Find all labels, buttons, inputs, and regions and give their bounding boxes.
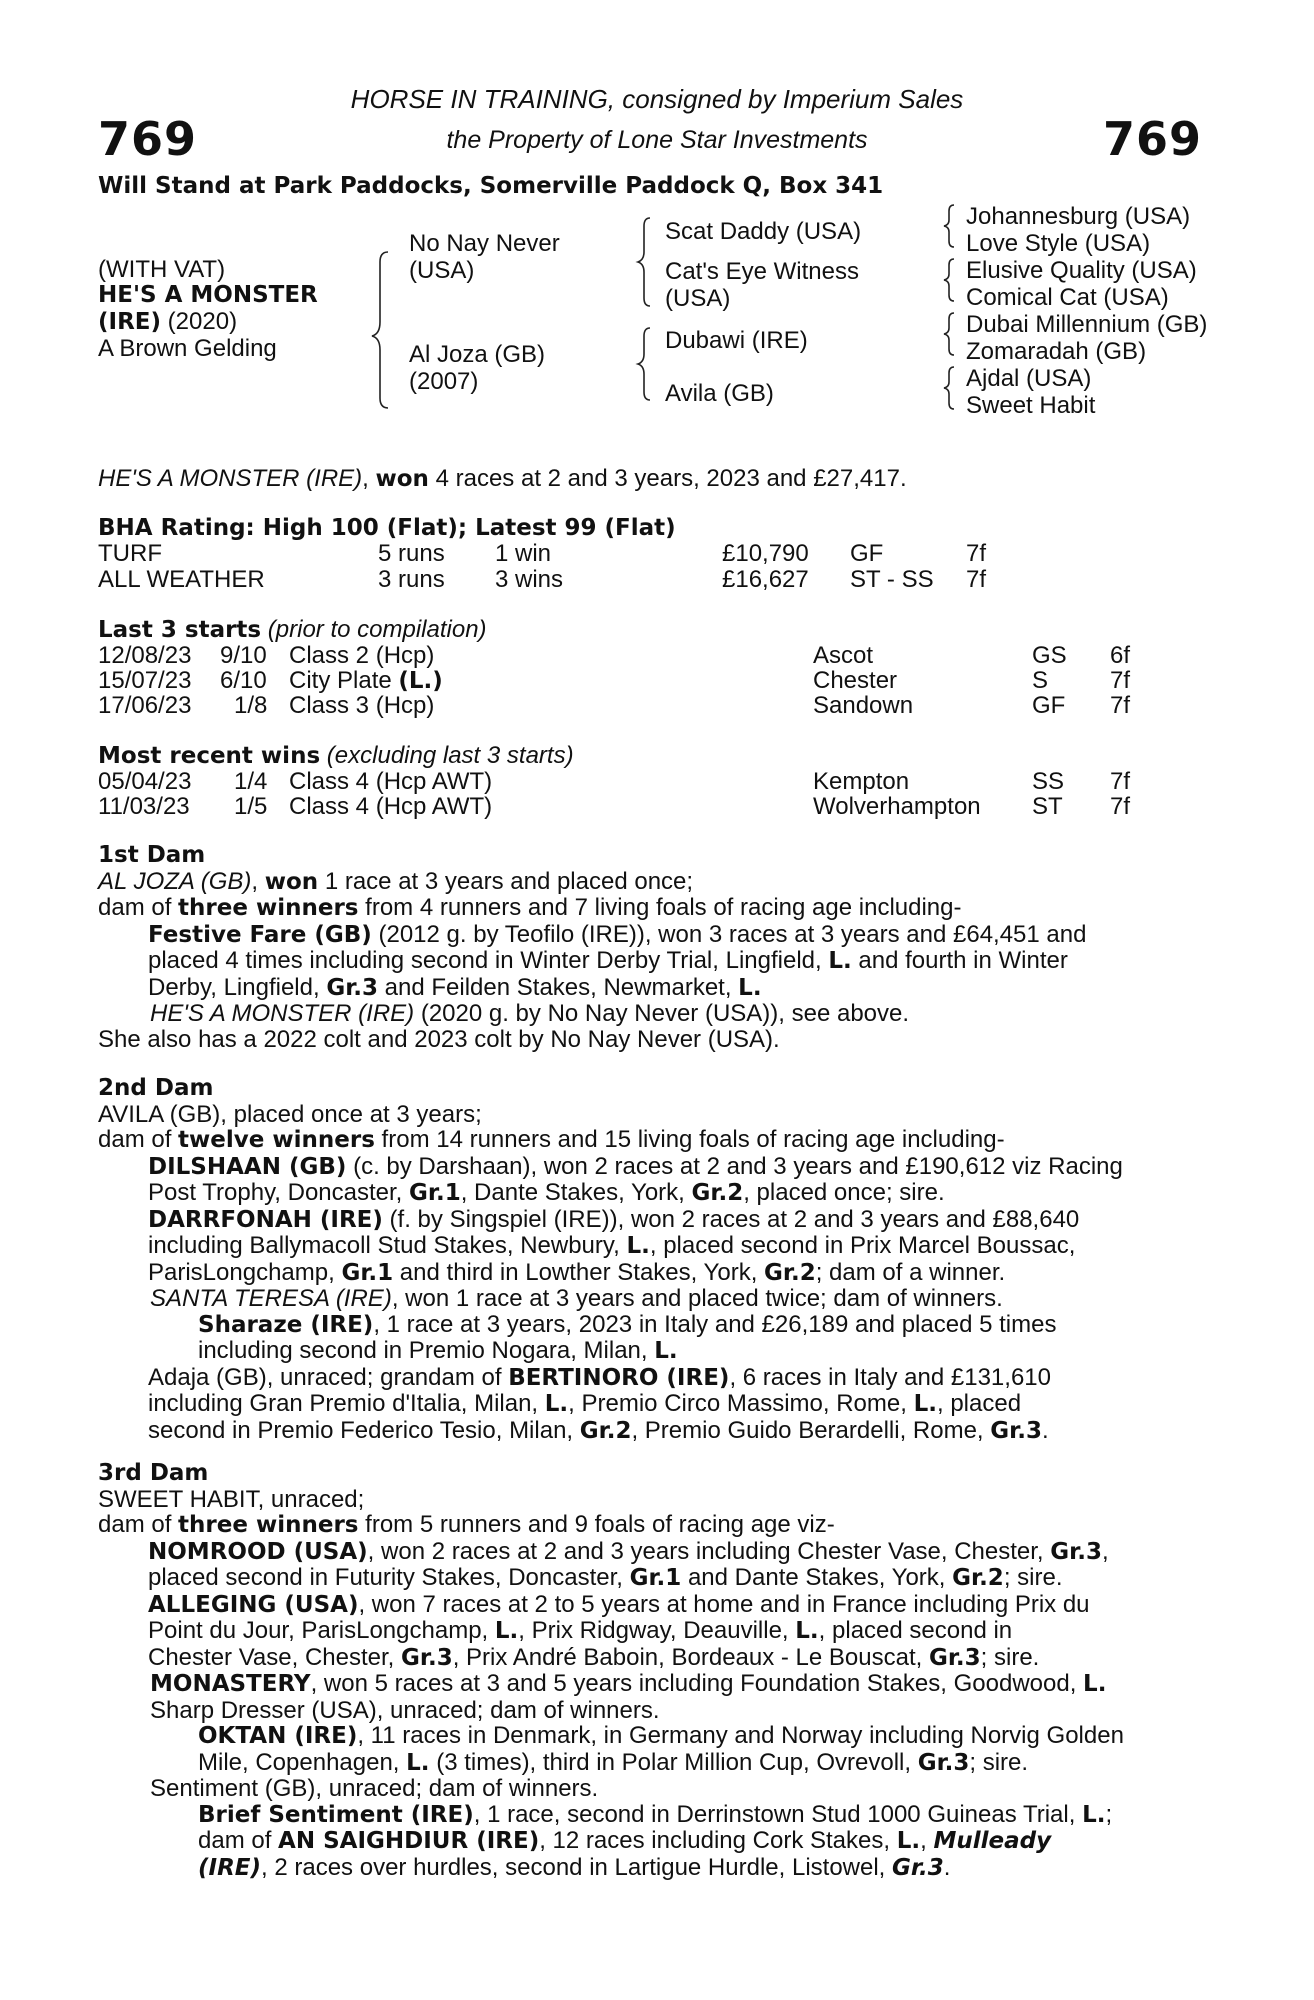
dam-sire-sire: Dubai Millennium (GB) bbox=[966, 311, 1208, 338]
t: from 14 runners and 15 living foals of racing age including- bbox=[374, 1126, 1005, 1153]
t: , bbox=[1101, 1537, 1109, 1565]
last3-heading-bold: Last 3 starts bbox=[98, 617, 262, 643]
t: dam of bbox=[98, 894, 179, 921]
t: , bbox=[920, 1827, 934, 1854]
t: (2012 g. by Teofilo (IRE)), won 3 races at 3 years and £64,451 and bbox=[371, 920, 1087, 948]
t: , 1 race at 3 years, 2023 in Italy and £26,189 and placed 5 times bbox=[373, 1310, 1057, 1338]
vat-note: (WITH VAT) bbox=[98, 256, 226, 283]
last3-heading-italic: (prior to compilation) bbox=[261, 616, 487, 643]
t: . bbox=[1041, 1416, 1049, 1444]
grade: L. bbox=[896, 1828, 921, 1854]
t: , Dante Stakes, York, bbox=[460, 1179, 692, 1206]
t: , placed once; sire. bbox=[743, 1179, 945, 1206]
grade: L. bbox=[738, 974, 762, 1001]
grade: Gr.3 bbox=[928, 1644, 981, 1671]
t: , placed second in Prix Marcel Boussac, bbox=[649, 1232, 1076, 1259]
produce-hes-a-monster bbox=[98, 1001, 1202, 1027]
second-dam-section bbox=[98, 1076, 1202, 1444]
bha-distance: 7f bbox=[966, 540, 987, 567]
recent-heading-italic: (excluding last 3 starts) bbox=[320, 742, 574, 769]
t: and Feilden Stakes, Newmarket, bbox=[378, 973, 739, 1001]
summary-sep: , bbox=[362, 465, 376, 492]
bha-going: ST - SS bbox=[850, 566, 934, 593]
produce-alleging bbox=[98, 1592, 1202, 1672]
start-distance: 6f bbox=[1110, 642, 1131, 669]
produce-dilshaan bbox=[98, 1154, 1202, 1207]
bha-runs: 3 runs bbox=[378, 566, 445, 593]
t: , placed bbox=[936, 1390, 1022, 1417]
produce-name: NOMROOD (USA) bbox=[148, 1538, 368, 1565]
listed-marker: (L.) bbox=[398, 668, 443, 694]
grade: Gr.3 bbox=[917, 1749, 970, 1776]
bha-rating-heading: BHA Rating: High 100 (Flat); Latest 99 (Flat) bbox=[98, 515, 676, 541]
t: placed second in Futurity Stakes, Doncaster, bbox=[148, 1564, 630, 1591]
grade: L. bbox=[544, 1391, 569, 1417]
grade: L. bbox=[654, 1338, 678, 1364]
start-distance: 7f bbox=[1110, 667, 1131, 694]
bha-prize: £16,627 bbox=[722, 566, 809, 593]
t: ParisLongchamp, bbox=[148, 1258, 342, 1286]
dam-record: 1 race at 3 years and placed once; bbox=[318, 867, 694, 895]
also-has: She also has a 2022 colt and 2023 colt by No Nay Never (USA). bbox=[98, 1025, 780, 1053]
recent-heading-bold: Most recent wins bbox=[98, 743, 321, 769]
start-position: 9/10 bbox=[220, 642, 267, 669]
winners-count: three winners bbox=[178, 1512, 359, 1538]
t: Mile, Copenhagen, bbox=[198, 1748, 407, 1776]
grade: Gr.2 bbox=[579, 1417, 632, 1444]
start-distance: 7f bbox=[1110, 692, 1131, 719]
t: including second in Premio Nogara, Milan, bbox=[198, 1337, 655, 1364]
dam-dam: Avila (GB) bbox=[665, 380, 774, 407]
dam-dam-sire: Ajdal (USA) bbox=[966, 365, 1092, 392]
t: . bbox=[943, 1853, 951, 1881]
t: , Prix André Baboin, Bordeaux - Le Bouscat, bbox=[452, 1643, 929, 1671]
bha-going: GF bbox=[850, 540, 884, 567]
first-dam-section bbox=[98, 843, 1202, 1052]
grade: Gr.1 bbox=[409, 1180, 461, 1206]
third-dam-produce bbox=[98, 1512, 1202, 1539]
produce-brief-sentiment bbox=[98, 1802, 1202, 1882]
produce-name: (IRE) bbox=[198, 1854, 262, 1881]
lot-number-right: 769 bbox=[1102, 112, 1202, 166]
third-dam-section bbox=[98, 1461, 1202, 1881]
produce-name: SANTA TERESA (IRE) bbox=[150, 1285, 392, 1312]
grade: L. bbox=[1083, 1671, 1107, 1697]
produce-sharaze bbox=[98, 1312, 1202, 1365]
dam-name: AL JOZA (GB) bbox=[98, 867, 252, 895]
first-dam-heading: 1st Dam bbox=[98, 842, 206, 868]
dam-sire: Dubawi (IRE) bbox=[665, 327, 808, 354]
grade: Gr.2 bbox=[764, 1259, 816, 1286]
t: ; sire. bbox=[969, 1748, 1029, 1776]
last3-heading bbox=[98, 616, 487, 644]
sire-dam-origin: (USA) bbox=[665, 285, 731, 312]
grade: Gr.1 bbox=[629, 1565, 682, 1591]
summary-rest: 4 races at 2 and 3 years, 2023 and £27,417. bbox=[428, 465, 907, 492]
t: including Gran Premio d'Italia, Milan, bbox=[148, 1390, 545, 1417]
bha-runs: 5 runs bbox=[378, 540, 445, 567]
dam-year: (2007) bbox=[409, 368, 479, 395]
recent-wins-heading bbox=[98, 742, 574, 770]
start-date: 15/07/23 bbox=[98, 667, 192, 694]
grade: L. bbox=[406, 1749, 430, 1776]
t: including Ballymacoll Stud Stakes, Newbury, bbox=[148, 1232, 627, 1259]
horse-year: (2020) bbox=[161, 308, 238, 335]
grade: L. bbox=[1082, 1801, 1106, 1828]
produce-name: MONASTERY bbox=[150, 1671, 311, 1697]
start-race bbox=[289, 667, 443, 695]
produce-festive-fare bbox=[98, 922, 1202, 1002]
produce-monastery bbox=[98, 1671, 1202, 1698]
property-line: the Property of Lone Star Investments bbox=[446, 126, 868, 154]
dam-dam-dam: Sweet Habit bbox=[966, 392, 1096, 419]
t: , won 7 races at 2 to 5 years at home and in France including Prix du bbox=[358, 1590, 1090, 1618]
produce-name: Mulleady bbox=[933, 1828, 1052, 1854]
second-dam-heading: 2nd Dam bbox=[98, 1075, 214, 1101]
t: dam of bbox=[98, 1126, 179, 1153]
produce-name: Sharaze (IRE) bbox=[198, 1311, 374, 1338]
produce-name: HE'S A MONSTER (IRE) bbox=[150, 1000, 415, 1027]
first-dam-line bbox=[98, 869, 1202, 896]
bha-surface: TURF bbox=[98, 540, 162, 567]
grade: Gr.3 bbox=[990, 1417, 1042, 1444]
t: ; dam of a winner. bbox=[815, 1258, 1006, 1286]
grade: L. bbox=[913, 1391, 937, 1417]
start-course: Ascot bbox=[813, 642, 874, 669]
win-position: 1/5 bbox=[234, 793, 268, 820]
t: , won 1 race at 3 years and placed twice; dam of winners. bbox=[391, 1285, 1003, 1312]
t: ; sire. bbox=[980, 1643, 1040, 1671]
grade: Gr.3 bbox=[1050, 1538, 1102, 1565]
t: and third in Lowther Stakes, York, bbox=[393, 1258, 765, 1286]
t: and fourth in Winter bbox=[851, 947, 1068, 974]
win-course: Wolverhampton bbox=[813, 793, 981, 820]
t: (3 times), third in Polar Million Cup, Ovrevoll, bbox=[429, 1748, 918, 1776]
t: , 11 races in Denmark, in Germany and Norway including Norvig Golden bbox=[357, 1722, 1124, 1749]
t: Adaja (GB), unraced; grandam of bbox=[148, 1363, 509, 1391]
third-dam-heading: 3rd Dam bbox=[98, 1460, 209, 1486]
produce-santa-teresa bbox=[98, 1286, 1202, 1312]
sire-sire: Scat Daddy (USA) bbox=[665, 218, 862, 245]
win-date: 11/03/23 bbox=[98, 793, 190, 820]
start-position: 6/10 bbox=[220, 667, 267, 694]
start-course: Sandown bbox=[813, 692, 914, 719]
t: , Premio Guido Berardelli, Rome, bbox=[631, 1416, 991, 1444]
grade: Gr.3 bbox=[326, 974, 378, 1001]
bha-prize: £10,790 bbox=[722, 540, 809, 567]
start-date: 12/08/23 bbox=[98, 642, 192, 669]
win-distance: 7f bbox=[1110, 768, 1131, 795]
win-position: 1/4 bbox=[234, 768, 268, 795]
win-race: Class 4 (Hcp AWT) bbox=[289, 793, 493, 820]
win-going: ST bbox=[1032, 793, 1063, 820]
lot-number-left: 769 bbox=[98, 112, 198, 166]
t: (c. by Darshaan), won 2 races at 2 and 3 years and £190,612 viz Racing bbox=[346, 1152, 1123, 1180]
sire-name: No Nay Never bbox=[409, 230, 560, 257]
start-date: 17/06/23 bbox=[98, 692, 192, 719]
sire-origin: (USA) bbox=[409, 257, 475, 284]
produce-name: OKTAN (IRE) bbox=[198, 1723, 358, 1749]
grade: L. bbox=[494, 1618, 519, 1644]
produce-name: DILSHAAN (GB) bbox=[148, 1153, 347, 1180]
t: ; sire. bbox=[1003, 1564, 1063, 1591]
produce-darrfonah bbox=[98, 1207, 1202, 1287]
horse-description: A Brown Gelding bbox=[98, 335, 277, 362]
bha-wins: 1 win bbox=[495, 540, 552, 567]
start-race-name: City Plate bbox=[289, 667, 399, 694]
win-course: Kempton bbox=[813, 768, 910, 795]
produce-name: ALLEGING (USA) bbox=[148, 1591, 359, 1618]
t: Derby, Lingfield, bbox=[148, 973, 327, 1001]
dam-name: Al Joza (GB) bbox=[409, 341, 546, 368]
third-dam-line: SWEET HABIT, unraced; bbox=[98, 1485, 365, 1513]
t: Chester Vase, Chester, bbox=[148, 1643, 402, 1671]
produce-nomrood bbox=[98, 1539, 1202, 1592]
won-word: won bbox=[264, 868, 319, 895]
produce-sharp-dresser: Sharp Dresser (USA), unraced; dam of winners. bbox=[150, 1696, 660, 1724]
race-summary bbox=[98, 465, 907, 493]
bha-distance: 7f bbox=[966, 566, 987, 593]
winners-count: three winners bbox=[178, 895, 359, 921]
t: dam of bbox=[198, 1827, 279, 1854]
t: , placed second in bbox=[818, 1617, 1013, 1644]
start-position: 1/8 bbox=[234, 692, 268, 719]
win-going: SS bbox=[1032, 768, 1065, 795]
produce-name: Brief Sentiment (IRE) bbox=[198, 1801, 474, 1828]
produce-adaja bbox=[98, 1365, 1202, 1445]
t: , 6 races in Italy and £131,610 bbox=[729, 1363, 1051, 1391]
summary-horse-name: HE'S A MONSTER (IRE) bbox=[98, 465, 363, 492]
t: placed 4 times including second in Winter Derby Trial, Lingfield, bbox=[148, 947, 829, 974]
t: , 2 races over hurdles, second in Lartigue Hurdle, Listowel, bbox=[261, 1853, 893, 1881]
produce-sentiment: Sentiment (GB), unraced; dam of winners. bbox=[150, 1775, 599, 1802]
sire-dam: Cat's Eye Witness bbox=[665, 258, 859, 285]
grade: Gr.2 bbox=[952, 1565, 1004, 1591]
t: , won 5 races at 3 and 5 years including Foundation Stakes, Goodwood, bbox=[310, 1670, 1084, 1697]
t: from 4 runners and 7 living foals of racing age including- bbox=[358, 894, 962, 921]
sep: , bbox=[251, 867, 265, 895]
start-race: Class 3 (Hcp) bbox=[289, 692, 435, 719]
start-going: GF bbox=[1032, 692, 1066, 719]
grade: Gr.2 bbox=[691, 1180, 744, 1206]
sire-sire-sire: Johannesburg (USA) bbox=[966, 203, 1191, 230]
t: , Premio Circo Massimo, Rome, bbox=[568, 1390, 914, 1417]
win-distance: 7f bbox=[1110, 793, 1131, 820]
dam-sire-dam: Zomaradah (GB) bbox=[966, 338, 1147, 365]
produce-name: AN SAIGHDIUR (IRE) bbox=[278, 1828, 540, 1854]
produce-name: Festive Fare (GB) bbox=[148, 921, 372, 948]
start-going: GS bbox=[1032, 642, 1067, 669]
t: , Prix Ridgway, Deauville, bbox=[518, 1617, 796, 1644]
win-date: 05/04/23 bbox=[98, 768, 192, 795]
t: second in Premio Federico Tesio, Milan, bbox=[148, 1416, 580, 1444]
horse-name: HE'S A MONSTER bbox=[98, 282, 318, 308]
t: Point du Jour, ParisLongchamp, bbox=[148, 1617, 495, 1644]
stand-location: Will Stand at Park Paddocks, Somerville Paddock Q, Box 341 bbox=[98, 173, 884, 199]
grade: Gr.3 bbox=[892, 1854, 944, 1881]
consignment-line: HORSE IN TRAINING, consigned by Imperium Sales bbox=[350, 84, 964, 114]
produce-name: DARRFONAH (IRE) bbox=[148, 1206, 383, 1233]
t: (f. by Singspiel (IRE)), won 2 races at 2 and 3 years and £88,640 bbox=[382, 1205, 1080, 1233]
grade: Gr.3 bbox=[401, 1644, 453, 1671]
t: from 5 runners and 9 foals of racing age viz- bbox=[358, 1511, 835, 1538]
winners-count: twelve winners bbox=[178, 1127, 375, 1153]
second-dam-produce bbox=[98, 1127, 1202, 1154]
t: , 1 race, second in Derrinstown Stud 1000 Guineas Trial, bbox=[473, 1800, 1083, 1828]
t: Post Trophy, Doncaster, bbox=[148, 1179, 410, 1206]
grade: L. bbox=[795, 1618, 819, 1644]
summary-won: won bbox=[375, 466, 429, 492]
sire-dam-dam: Comical Cat (USA) bbox=[966, 284, 1169, 311]
t: ; bbox=[1105, 1800, 1113, 1828]
start-race: Class 2 (Hcp) bbox=[289, 642, 435, 669]
bha-surface: ALL WEATHER bbox=[98, 566, 265, 593]
grade: L. bbox=[828, 948, 852, 974]
second-dam-line: AVILA (GB), placed once at 3 years; bbox=[98, 1100, 482, 1128]
t: dam of bbox=[98, 1511, 179, 1538]
grade: Gr.1 bbox=[341, 1259, 394, 1286]
win-race: Class 4 (Hcp AWT) bbox=[289, 768, 493, 795]
t: , 12 races including Cork Stakes, bbox=[539, 1827, 897, 1854]
t: , won 2 races at 2 and 3 years including Chester Vase, Chester, bbox=[367, 1537, 1051, 1565]
sire-dam-sire: Elusive Quality (USA) bbox=[966, 257, 1197, 284]
bha-wins: 3 wins bbox=[495, 566, 564, 593]
horse-origin: (IRE) bbox=[98, 309, 162, 335]
start-course: Chester bbox=[813, 667, 898, 694]
produce-oktan bbox=[98, 1723, 1202, 1776]
t: (2020 g. by No Nay Never (USA)), see above. bbox=[414, 1000, 910, 1027]
start-going: S bbox=[1032, 667, 1049, 694]
t: and Dante Stakes, York, bbox=[681, 1564, 953, 1591]
first-dam-produce bbox=[98, 895, 1202, 922]
grade: L. bbox=[626, 1233, 650, 1259]
sire-sire-dam: Love Style (USA) bbox=[966, 230, 1151, 257]
produce-name: BERTINORO (IRE) bbox=[508, 1364, 730, 1391]
